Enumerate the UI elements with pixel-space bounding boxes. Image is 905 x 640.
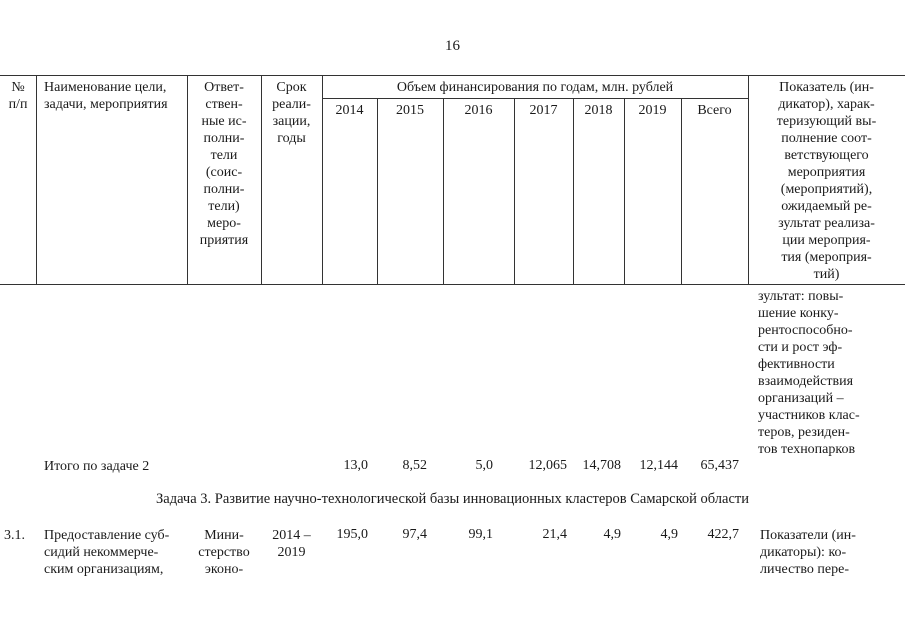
row-3-1-term: 2014 – 2019 [272,528,311,560]
row-3-1-2017: 21,4 [542,527,567,542]
header-number: № п/п [8,80,28,112]
header-year-2016: 2016 [464,103,493,118]
total-all: 65,437 [700,458,739,473]
total-row-label: Итого по задаче 2 [44,459,150,474]
row-3-1-name: Предоставление суб- сидий некоммерче- ским организациям, [44,528,170,577]
row-3-1-2016: 99,1 [468,527,493,542]
row-3-1-responsible: Мини- стерство эконо- [198,528,250,577]
header-funding: Объем финансирования по годам, млн. рублей [396,80,674,95]
header-year-2018: 2018 [584,103,613,118]
header-year-2019: 2019 [638,103,667,118]
header-year-2015: 2015 [396,103,424,118]
row-3-1-indicator: Показатели (ин- дикаторы): ко- личество пере- [760,528,856,577]
row-3-1-2018: 4,9 [603,527,621,542]
row-3-1-2015: 97,4 [402,527,427,542]
total-2014: 13,0 [343,458,368,473]
task-3-heading: Задача 3. Развитие научно-технологической базы инновационных кластеров Самарской области [156,491,749,507]
total-2017: 12,065 [528,458,567,473]
total-2015: 8,52 [402,458,427,473]
header-total: Всего [697,103,732,118]
header-year-2017: 2017 [529,103,558,118]
total-2019: 12,144 [639,458,678,473]
total-2018: 14,708 [582,458,621,473]
total-2016: 5,0 [475,458,493,473]
header-responsible: Ответ- ствен- ные ис- полни- тели (соис- полни- тели) меро- приятия [199,80,249,248]
header-year-2014: 2014 [335,103,364,118]
header-name: Наименование цели, задачи, мероприятия [44,80,168,112]
row-3-1-2014: 195,0 [336,527,368,542]
header-term: Срок реали- зации, годы [272,80,311,146]
header-indicator: Показатель (ин- дикатор), харак- теризующий вы- полнение соот- ветствующего мероприятия (мероприятий), ожидаемый ре- зультат реализа- ции мероприя- тия (мероприя- тий) [776,80,877,282]
row-3-1-2019: 4,9 [660,527,678,542]
page-number: 16 [445,38,460,54]
row-3-1-number: 3.1. [4,528,25,543]
row-3-1-total: 422,7 [707,527,739,542]
indicator-continuation: зультат: повы- шение конку- рентоспособно- сти и рост эф- фективности взаимодействия организаций – участников клас- теров, резиден- тов технопарков [758,289,860,457]
